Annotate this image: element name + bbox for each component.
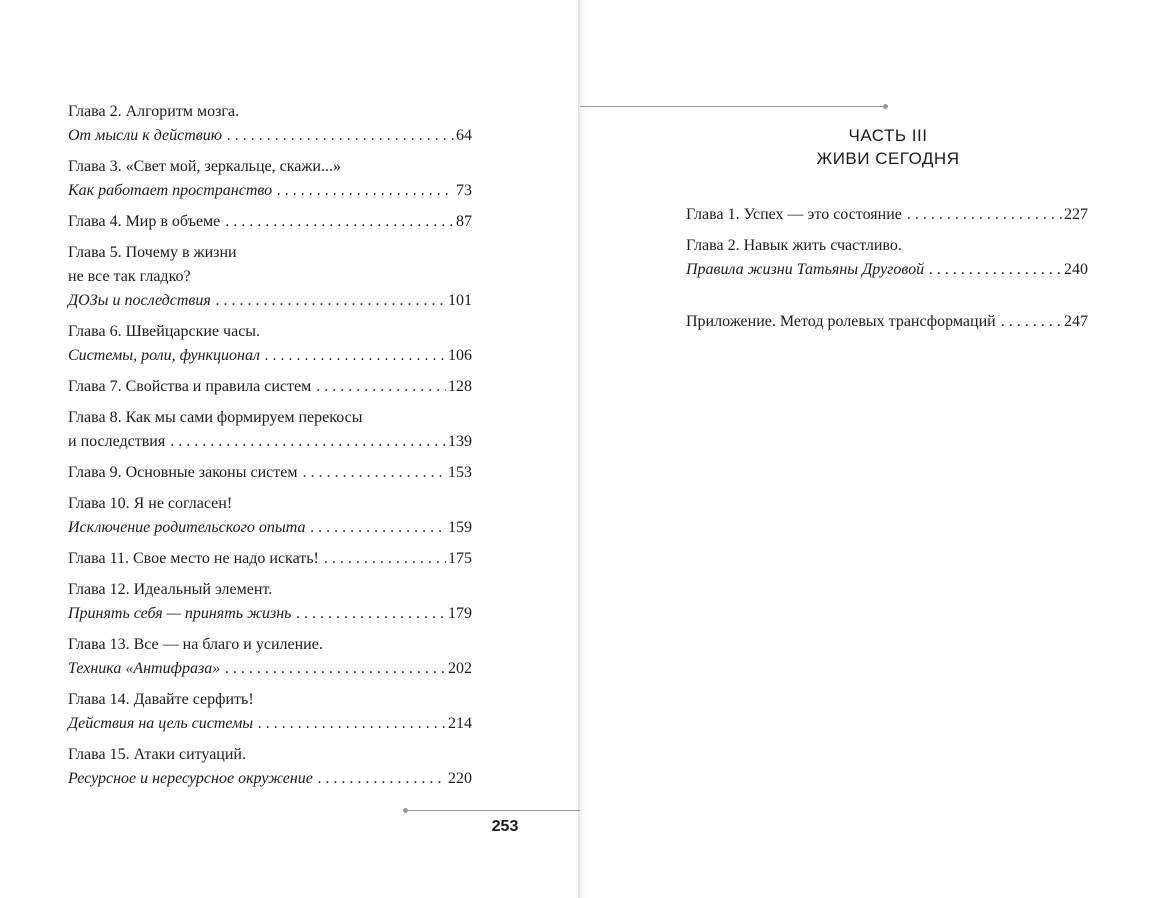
dot-leader	[907, 203, 1062, 227]
toc-entry-subtitle: ДОЗы и последствия	[68, 292, 211, 309]
toc-page-number: 227	[1064, 206, 1088, 223]
toc-entry	[68, 492, 472, 540]
toc-entry-line	[68, 516, 472, 540]
toc-entry-line	[68, 767, 472, 791]
appendix-title: Приложение. Метод ролевых трансформаций	[686, 313, 996, 330]
toc-entry	[68, 633, 472, 681]
toc-entry-line	[68, 712, 472, 736]
dot-leader	[296, 602, 446, 626]
toc-entry	[68, 100, 472, 148]
toc-entry	[686, 203, 1088, 227]
toc-entry-subtitle: Правила жизни Татьяны Друговой	[686, 261, 925, 278]
dot-leader	[929, 258, 1062, 282]
toc-entry-subtitle: Техника «Антифраза»	[68, 660, 221, 677]
toc-entry-title: Глава 8. Как мы сами формируем перекосы	[68, 409, 363, 426]
toc-entry	[68, 241, 472, 313]
dot-leader	[225, 657, 446, 681]
page-number: 253	[491, 818, 519, 835]
toc-entry-line	[686, 203, 1088, 227]
toc-entry-subtitle: Глава 1. Успех — это состояние	[686, 206, 902, 223]
toc-entry-line	[68, 430, 472, 454]
toc-entry-line	[68, 375, 472, 399]
toc-entry-title: Глава 3. «Свет мой, зеркальце, скажи...»	[68, 158, 341, 175]
header-rule	[580, 106, 886, 107]
toc-entry	[686, 234, 1088, 282]
toc-entry-line	[686, 258, 1088, 282]
dot-leader	[324, 547, 446, 571]
toc-entry	[68, 320, 472, 368]
toc-page-number: 101	[448, 292, 472, 309]
table-of-contents-right	[686, 203, 1088, 341]
toc-entry-line	[68, 344, 472, 368]
toc-page-number: 139	[448, 433, 472, 450]
toc-entry-line	[68, 210, 472, 234]
dot-leader	[227, 124, 454, 148]
toc-entry	[68, 547, 472, 571]
toc-entry-title: Глава 12. Идеальный элемент.	[68, 581, 273, 598]
dot-leader	[318, 767, 446, 791]
toc-page-number: 106	[448, 347, 472, 364]
toc-entry-subtitle: Как работает пространство	[68, 182, 273, 199]
toc-page-number: 240	[1064, 261, 1088, 278]
toc-entry	[68, 155, 472, 203]
dot-leader	[265, 344, 446, 368]
toc-entry	[68, 375, 472, 399]
toc-entry-subtitle: Системы, роли, функционал	[68, 347, 260, 364]
toc-entry-subtitle: Глава 7. Свойства и правила систем	[68, 378, 312, 395]
dot-leader	[310, 516, 446, 540]
toc-page-number: 73	[456, 182, 472, 199]
toc-page-number: 175	[448, 550, 472, 567]
toc-entry-line	[686, 310, 1088, 334]
book-gutter-shadow	[578, 0, 592, 898]
part-heading	[686, 124, 1090, 170]
toc-page-number: 220	[448, 770, 472, 787]
dot-leader	[1001, 310, 1062, 334]
toc-entry	[68, 688, 472, 736]
toc-entry-line	[68, 547, 472, 571]
toc-entry-subtitle: Глава 11. Свое место не надо искать!	[68, 550, 319, 567]
toc-entry-subtitle: От мысли к действию	[68, 127, 222, 144]
toc-page-number: 153	[448, 464, 472, 481]
table-of-contents-left	[68, 100, 472, 798]
toc-page-number: 247	[1064, 313, 1088, 330]
toc-entry-title: не все так гладко?	[68, 268, 191, 285]
toc-entry-line	[68, 461, 472, 485]
toc-entry	[68, 210, 472, 234]
toc-entry-title: Глава 13. Все — на благо и усиление.	[68, 636, 323, 653]
toc-entry-line	[68, 289, 472, 313]
toc-page-number: 64	[456, 127, 472, 144]
toc-entry-title: Глава 2. Навык жить счастливо.	[686, 237, 902, 254]
toc-entry	[68, 743, 472, 791]
part-title: ЖИВИ СЕГОДНЯ	[816, 149, 960, 168]
toc-page-number: 159	[448, 519, 472, 536]
toc-entry	[68, 461, 472, 485]
dot-leader	[170, 430, 446, 454]
toc-entry	[68, 406, 472, 454]
toc-entry-title: Глава 6. Швейцарские часы.	[68, 323, 261, 340]
dot-leader	[277, 179, 454, 203]
part-label: ЧАСТЬ III	[848, 126, 928, 145]
toc-entry-title: Глава 5. Почему в жизни	[68, 244, 237, 261]
dot-leader	[225, 210, 454, 234]
toc-entry-line	[68, 657, 472, 681]
dot-leader	[258, 712, 446, 736]
toc-entry-subtitle: Глава 4. Мир в объеме	[68, 213, 221, 230]
toc-page-number: 179	[448, 605, 472, 622]
toc-entry-subtitle: Ресурсное и нересурсное окружение	[68, 770, 313, 787]
dot-leader	[316, 375, 446, 399]
toc-entry-subtitle: Глава 9. Основные законы систем	[68, 464, 298, 481]
toc-entry-subtitle: и последствия	[68, 433, 166, 450]
toc-entry-subtitle: Действия на цель системы	[68, 715, 254, 732]
toc-page-number: 214	[448, 715, 472, 732]
toc-entry-line	[68, 124, 472, 148]
footer-rule	[405, 810, 580, 811]
toc-page-number: 128	[448, 378, 472, 395]
toc-entry-title: Глава 14. Давайте серфить!	[68, 691, 254, 708]
toc-entry-title: Глава 15. Атаки ситуаций.	[68, 746, 246, 763]
toc-entry-title: Глава 2. Алгоритм мозга.	[68, 103, 240, 120]
toc-entry-appendix	[686, 310, 1088, 334]
toc-entry	[68, 578, 472, 626]
toc-entry-line	[68, 179, 472, 203]
toc-page-number: 202	[448, 660, 472, 677]
toc-entry-subtitle: Принять себя — принять жизнь	[68, 605, 292, 622]
toc-entry-line	[68, 602, 472, 626]
toc-entry-title: Глава 10. Я не согласен!	[68, 495, 233, 512]
toc-entry-subtitle: Исключение родительского опыта	[68, 519, 306, 536]
toc-page-number: 87	[456, 213, 472, 230]
dot-leader	[216, 289, 446, 313]
dot-leader	[302, 461, 446, 485]
